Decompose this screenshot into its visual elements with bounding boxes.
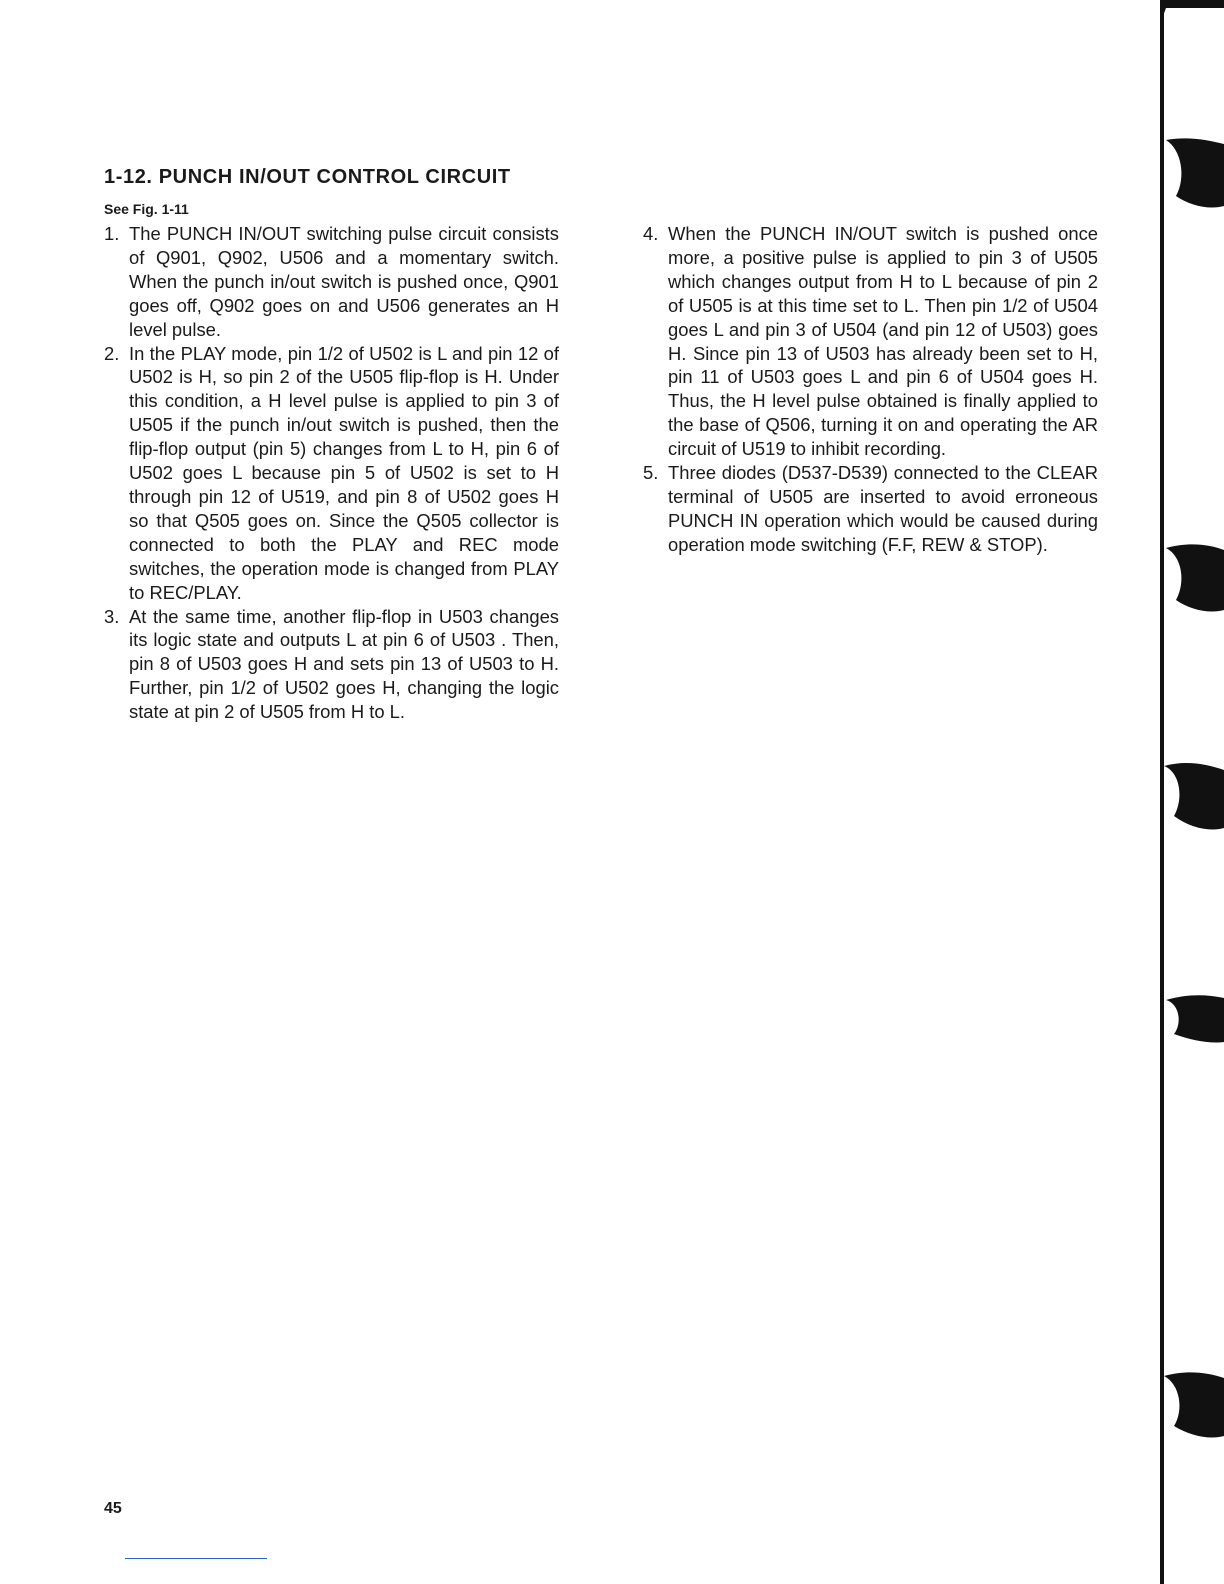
binder-edge-graphic <box>1120 0 1224 1584</box>
list-item-1 <box>104 222 559 342</box>
binder-top-hook <box>1158 0 1224 24</box>
item-number: 4. <box>643 223 659 244</box>
binder-punch-hole-5 <box>1164 1372 1224 1437</box>
figure-reference: See Fig. 1-11 <box>104 201 189 217</box>
binder-punch-hole-3 <box>1164 763 1224 829</box>
item-number: 5. <box>643 462 659 484</box>
page-number: 45 <box>104 1500 122 1517</box>
right-column <box>643 222 1098 557</box>
footer-rule <box>125 1558 267 1559</box>
left-column <box>104 222 559 724</box>
item-text: In the PLAY mode, pin 1/2 of U502 is L and pin 12 of U502 is H, so pin 2 of the U505 flip-flop is H. Under this condition, a H level pulse is applied to pin 3 of U505 if the punch in/out switch is pushed, then the flip-flop output (pin 5) changes from L to H, pin 6 of U502 goes L because pin 5 of U502 is set to H through pin 12 of U519, and pin 8 of U502 goes H so that Q505 goes on. Since the Q505 collector is connected to both the PLAY and REC mode switches, the operation mode is changed from PLAY to REC/PLAY. <box>129 342 559 603</box>
item-text: Three diodes (D537-D539) connected to the CLEAR terminal of U505 are inserted to avoid erroneous PUNCH IN operation which would be caused during operation mode switching (F.F, REW & STOP). <box>668 462 1098 555</box>
item-number: 1. <box>104 223 120 244</box>
item-text: The PUNCH IN/OUT switching pulse circuit consists of Q901, Q902, U506 and a momentary switch. When the punch in/out switch is pushed once, Q901 goes off, Q902 goes on and U506 generates an H level pulse. <box>129 223 559 340</box>
binder-punch-hole-2 <box>1166 544 1224 611</box>
list-item-2 <box>104 342 559 605</box>
item-text: At the same time, another flip-flop in U503 changes its logic state and outputs L at pin 6 of U503 . Then, pin 8 of U503 goes H and sets pin 13 of U503 to H. Further, pin 1/2 of U502 goes H, changing the logic state at pin 2 of U505 from H to L. <box>129 605 559 723</box>
binder-punch-hole-4 <box>1166 995 1224 1042</box>
item-number: 2. <box>104 342 120 364</box>
list-item-5 <box>643 461 1098 557</box>
list-item-3 <box>104 605 559 725</box>
list-item-4 <box>643 222 1098 461</box>
binder-punch-hole-1 <box>1166 138 1224 207</box>
section-heading: 1-12. PUNCH IN/OUT CONTROL CIRCUIT <box>104 166 511 188</box>
binder-spine-line <box>1160 0 1164 1584</box>
item-text: When the PUNCH IN/OUT switch is pushed once more, a positive pulse is applied to pin 3 of U505 which changes output from H to L because of pin 2 of U505 is at this time set to L. Then pin 1/2 of U504 goes L and pin 3 of U504 (and pin 12 of U503) goes H. Since pin 13 of U503 has already been set to H, pin 11 of U503 goes L and pin 6 of U504 goes H. Thus, the H level pulse obtained is finally applied to the base of Q506, turning it on and operating the AR circuit of U519 to inhibit recording. <box>668 223 1098 460</box>
item-number: 3. <box>104 605 120 627</box>
